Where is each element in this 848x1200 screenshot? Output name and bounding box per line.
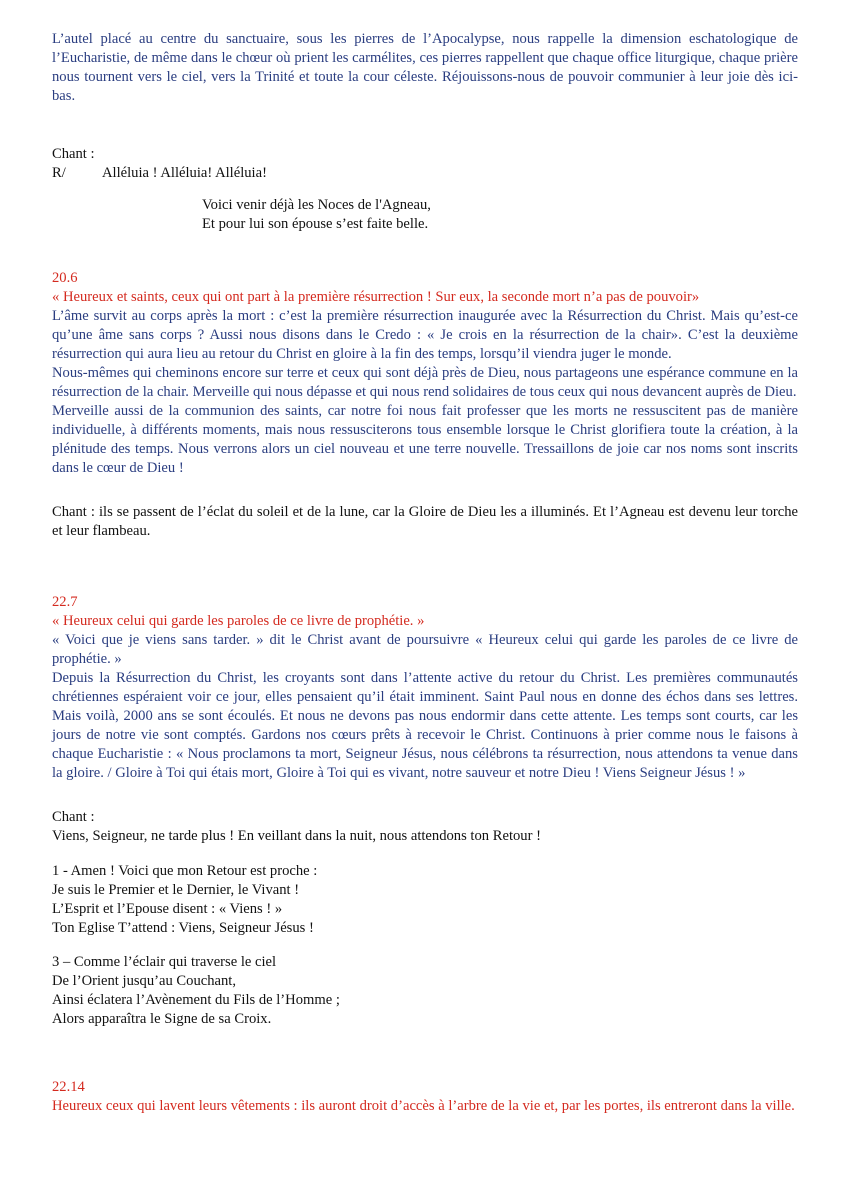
chant-verse-1: [52, 862, 798, 938]
verse-reference: 20.6: [52, 270, 78, 286]
verse-line: 3 – Comme l’éclair qui traverse le ciel: [52, 954, 277, 970]
section-22-7: [52, 593, 798, 783]
chant-label: Chant :: [52, 809, 95, 825]
refrain-text: Alléluia ! Alléluia! Alléluia!: [102, 165, 267, 181]
verse-line: L’Esprit et l’Epouse disent : « Viens ! »: [52, 901, 283, 917]
verse-line: 1 - Amen ! Voici que mon Retour est proche :: [52, 863, 318, 879]
chant-refrain: [52, 164, 798, 183]
chant-verse-1: [202, 196, 762, 234]
commentary-paragraph: L’âme survit au corps après la mort : c’est la première résurrection inaugurée avec la Résurrection du Christ. Mais qu’est-ce qu’une âme sans corps ? Aussi nous disons dans le Credo : « Je crois en la résurrection de la chair». C’est la deuxième résurrection qui aura lieu au retour du Christ en gloire à la fin des temps, lorsqu’il viendra juger le monde.: [52, 308, 798, 362]
commentary-paragraph: Depuis la Résurrection du Christ, les croyants sont dans l’attente active du retour du Christ. Les premières communautés chrétiennes espéraient voir ce jour, elles pensaient qu’il était imminent. Saint Paul nous en donne des échos dans ses lettres. Mais voilà, 2000 ans se sont écoulés. Et nous ne devons pas nous endormir dans cette attente. Les temps sont courts, car les jours de notre vie sont comptés. Gardons nos cœurs prêts à recevoir le Christ. Continuons à prier comme nous le faisons à chaque Eucharistie : « Nous proclamons ta mort, Seigneur Jésus, nous célébrons ta résurrection, nous attendons ta venue dans la gloire. / Gloire à Toi qui étais mort, Gloire à Toi qui es vivant, notre sauveur et notre Dieu ! Viens Seigneur Jésus ! »: [52, 670, 798, 781]
scripture-quote: « Heureux celui qui garde les paroles de ce livre de prophétie. »: [52, 613, 425, 629]
intro-paragraph: L’autel placé au centre du sanctuaire, sous les pierres de l’Apocalypse, nous rappelle la dimension eschatologique de l’Eucharistie, de même dans le chœur où prient les carmélites, ces pierres rappellent que chaque office liturgique, chaque prière nous tournent vers le ciel, vers la Trinité et toute la cour céleste. Réjouissons-nous de pouvoir communier à leur joie dès ici-bas.: [52, 31, 798, 104]
chant-refrain: Viens, Seigneur, ne tarde plus ! En veillant dans la nuit, nous attendons ton Retour !: [52, 828, 541, 844]
verse-line: Alors apparaîtra le Signe de sa Croix.: [52, 1011, 272, 1027]
section-22-14: [52, 1078, 798, 1116]
commentary-paragraph: Merveille aussi de la communion des saints, car notre foi nous fait professer que les morts ne ressuscitent pas de manière individuelle, à différents moments, mais nous ressusciterons tous ensemble lorsque le Christ glorifiera toute la création, à la plénitude des temps. Nous verrons alors un ciel nouveau et une terre nouvelle. Tressaillons de joie car nos noms sont inscrits dans le cœur de Dieu !: [52, 403, 798, 476]
chant-block-2: [52, 808, 798, 846]
chant-verse-3: [52, 953, 798, 1029]
verse-reference: 22.7: [52, 594, 78, 610]
verse-line: Ton Eglise T’attend : Viens, Seigneur Jésus !: [52, 920, 314, 936]
chant-block-1: [52, 145, 798, 183]
verse-line: Je suis le Premier et le Dernier, le Vivant !: [52, 882, 300, 898]
verse-line: Voici venir déjà les Noces de l'Agneau,: [202, 197, 431, 213]
section-20-6: [52, 269, 798, 478]
verse-line: Ainsi éclatera l’Avènement du Fils de l’Homme ;: [52, 992, 340, 1008]
chant-label: Chant :: [52, 146, 95, 162]
commentary-paragraph: « Voici que je viens sans tarder. » dit le Christ avant de poursuivre « Heureux celui qui garde les paroles de ce livre de prophétie. »: [52, 632, 798, 667]
refrain-mark: R/: [52, 165, 66, 181]
verse-line: Et pour lui son épouse s’est faite belle.: [202, 216, 429, 232]
verse-reference: 22.14: [52, 1079, 85, 1095]
commentary-paragraph: Nous-mêmes qui cheminons encore sur terre et ceux qui sont déjà près de Dieu, nous partageons une espérance commune en la résurrection de la chair. Merveille qui nous dépasse et qui nous rend solidaires de tous ceux qui nous devancent auprès de Dieu.: [52, 365, 798, 400]
scripture-quote: « Heureux et saints, ceux qui ont part à la première résurrection ! Sur eux, la seconde mort n’a pas de pouvoir»: [52, 289, 700, 305]
chant-paragraph: Chant : ils se passent de l’éclat du soleil et de la lune, car la Gloire de Dieu les a illuminés. Et l’Agneau est devenu leur torche et leur flambeau.: [52, 504, 798, 539]
verse-line: De l’Orient jusqu’au Couchant,: [52, 973, 236, 989]
scripture-quote: Heureux ceux qui lavent leurs vêtements : ils auront droit d’accès à l’arbre de la vie et, par les portes, ils entreront dans la ville.: [52, 1098, 795, 1114]
